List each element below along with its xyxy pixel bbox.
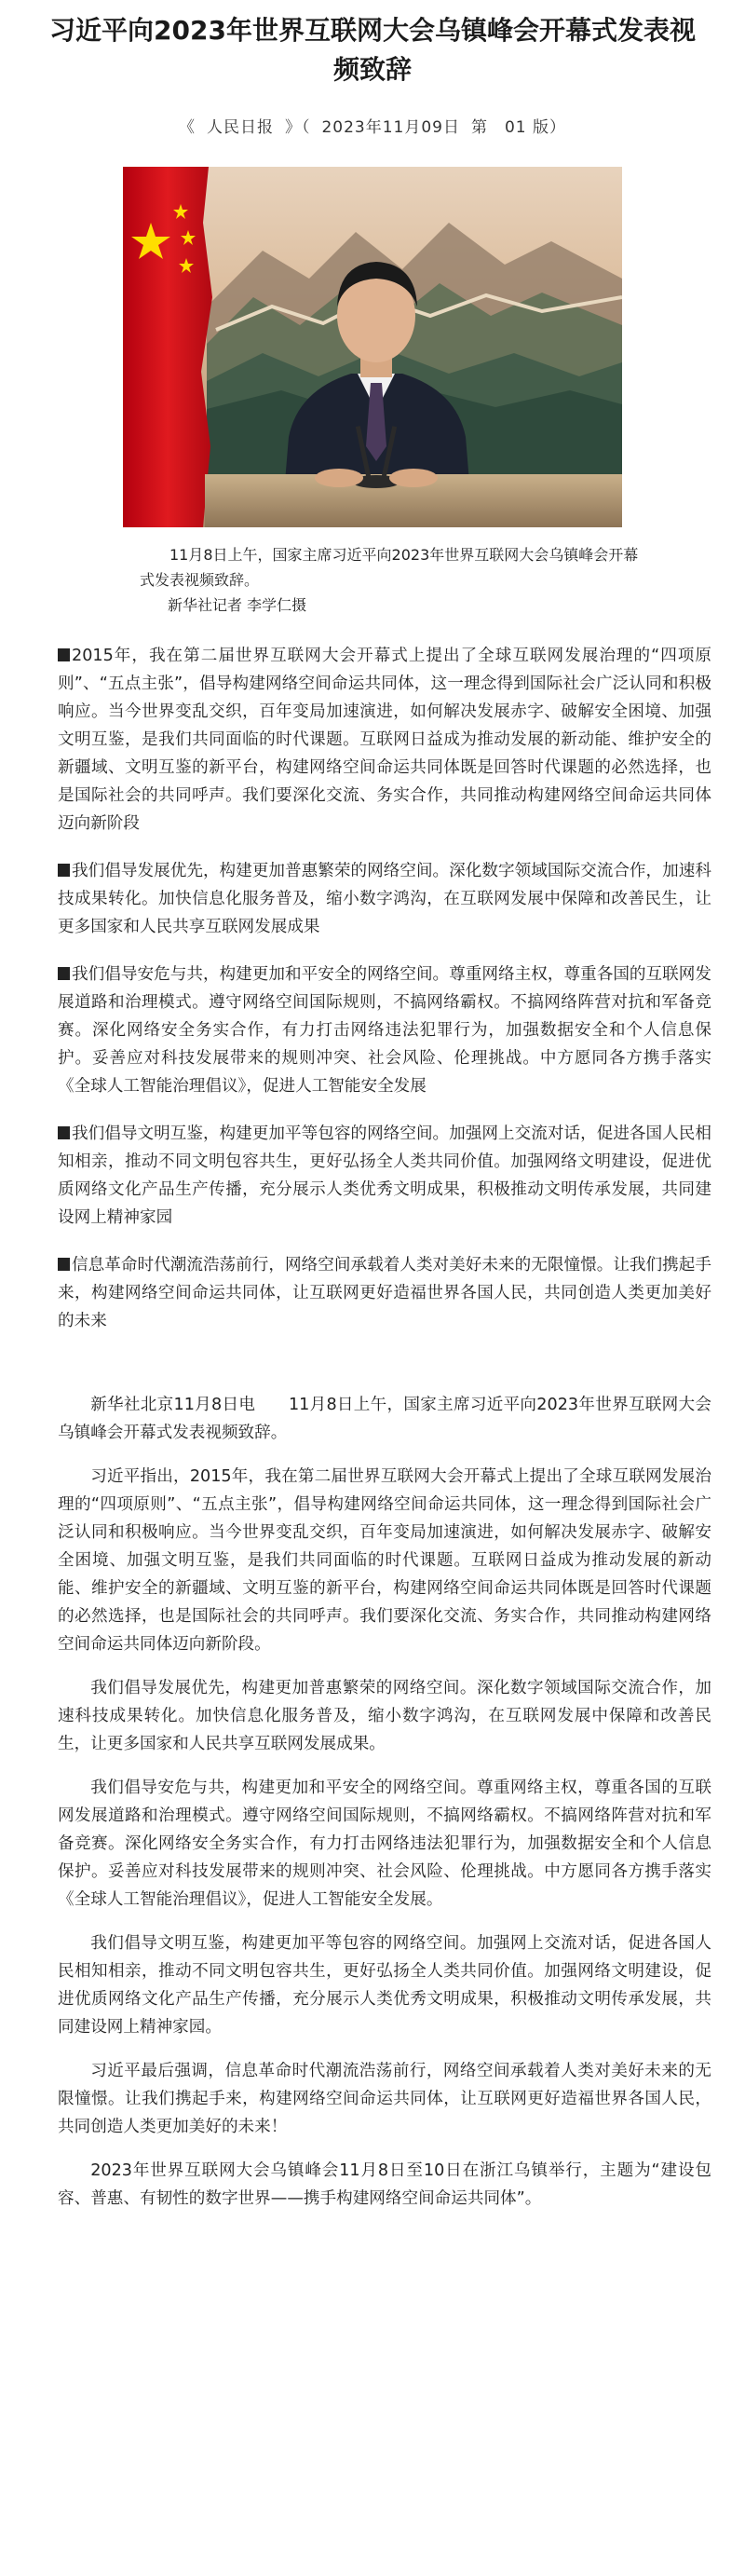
summary-paragraph: 我们倡导安危与共，构建更加和平安全的网络空间。尊重网络主权，尊重各国的互联网发展道路和治理模式。遵守网络空间国际规则，不搞网络霸权。不搞网络阵营对抗和军备竞赛。深化网络安全务实合作，有力打击网络违法犯罪行为，加强数据安全和个人信息保护。妥善应对科技发展带来的规则冲突、社会风险、伦理挑战。中方愿同各方携手落实《全球人工智能治理倡议》，促进人工智能安全发展 bbox=[58, 965, 711, 1096]
photo-credit: 新华社记者 李学仁摄 bbox=[168, 596, 307, 614]
article-title: 习近平向2023年世界互联网大会乌镇峰会开幕式发表视频致辞 bbox=[49, 15, 696, 85]
source-paper-name: 人民日报 bbox=[206, 118, 274, 137]
summary-paragraph: 信息革命时代潮流浩荡前行，网络空间承载着人类对美好未来的无限憧憬。让我们携起手来，构建网络空间命运共同体，让互联网更好造福世界各国人民，共同创造人类更加美好的未来 bbox=[58, 1256, 711, 1330]
body-paragraph: 习近平最后强调，信息革命时代潮流浩荡前行，网络空间承载着人类对美好未来的无限憧憬。让我们携起手来，构建网络空间命运共同体，让互联网更好造福世界各国人民，共同创造人类更加美好的未来！ bbox=[58, 2062, 711, 2136]
article-body bbox=[58, 1391, 711, 2213]
body-paragraph: 我们倡导安危与共，构建更加和平安全的网络空间。尊重网络主权，尊重各国的互联网发展道路和治理模式。遵守网络空间国际规则，不搞网络霸权。不搞网络阵营对抗和军备竞赛。深化网络安全务实合作，有力打击网络违法犯罪行为，加强数据安全和个人信息保护。妥善应对科技发展带来的规则冲突、社会风险、伦理挑战。中方愿同各方携手落实《全球人工智能治理倡议》，促进人工智能安全发展。 bbox=[58, 1779, 711, 1909]
source-page: 第 01 版） bbox=[470, 118, 567, 137]
summary-paragraph: 我们倡导发展优先，构建更加普惠繁荣的网络空间。深化数字领域国际交流合作，加速科技成果转化。加快信息化服务普及，缩小数字鸿沟，在互联网发展中保障和改善民生，让更多国家和人民共享互联网发展成果 bbox=[58, 862, 711, 936]
body-paragraph: 我们倡导文明互鉴，构建更加平等包容的网络空间。加强网上交流对话，促进各国人民相知相亲，推动不同文明包容共生，更好弘扬全人类共同价值。加强网络文明建设，促进优质网络文化产品生产传播，充分展示人类优秀文明成果，积极推动文明传承发展，共同建设网上精神家园。 bbox=[58, 1934, 711, 2037]
body-paragraph: 新华社北京11月8日电 11月8日上午，国家主席习近平向2023年世界互联网大会乌镇峰会开幕式发表视频致辞。 bbox=[58, 1396, 711, 1442]
square-bullet-icon bbox=[58, 1126, 70, 1139]
source-close-bracket: 》（ bbox=[284, 118, 311, 137]
body-paragraph: 习近平指出，2015年，我在第二届世界互联网大会开幕式上提出了全球互联网发展治理的“四项原则”、“五点主张”，倡导构建网络空间命运共同体，这一理念得到国际社会广泛认同和积极响应。当今世界变乱交织，百年变局加速演进，如何解决发展赤字、破解安全困境、加强文明互鉴，是我们共同面临的时代课题。互联网日益成为推动发展的新动能、维护安全的新疆域、文明互鉴的新平台，构建网络空间命运共同体既是回答时代课题的必然选择，也是国际社会的共同呼声。我们要深化交流、务实合作，共同推动构建网络空间命运共同体迈向新阶段。 bbox=[58, 1467, 711, 1654]
square-bullet-icon bbox=[58, 864, 70, 877]
body-paragraph: 我们倡导发展优先，构建更加普惠繁荣的网络空间。深化数字领域国际交流合作，加速科技成果转化。加快信息化服务普及，缩小数字鸿沟，在互联网发展中保障和改善民生，让更多国家和人民共享互联网发展成果。 bbox=[58, 1679, 711, 1753]
source-date: 2023年11月09日 bbox=[321, 118, 460, 137]
speaker-at-desk-photo bbox=[123, 167, 622, 527]
square-bullet-icon bbox=[58, 648, 70, 661]
square-bullet-icon bbox=[58, 967, 70, 980]
article-summary bbox=[58, 642, 711, 1335]
summary-paragraph: 我们倡导文明互鉴，构建更加平等包容的网络空间。加强网上交流对话，促进各国人民相知相亲，推动不同文明包容共生，更好弘扬全人类共同价值。加强网络文明建设，促进优质网络文化产品生产传播，充分展示人类优秀文明成果，积极推动文明传承发展，共同建设网上精神家园 bbox=[58, 1124, 711, 1227]
body-paragraph: 2023年世界互联网大会乌镇峰会11月8日至10日在浙江乌镇举行，主题为“建设包容、普惠、有韧性的数字世界——携手构建网络空间命运共同体”。 bbox=[58, 2161, 711, 2208]
square-bullet-icon bbox=[58, 1258, 70, 1271]
source-open-bracket: 《 bbox=[178, 118, 196, 137]
photo-caption bbox=[140, 542, 643, 618]
summary-paragraph: 2015年，我在第二届世界互联网大会开幕式上提出了全球互联网发展治理的“四项原则”、“五点主张”，倡导构建网络空间命运共同体，这一理念得到国际社会广泛认同和积极响应。当今世界变乱交织，百年变局加速演进，如何解决发展赤字、破解安全困境、加强文明互鉴，是我们共同面临的时代课题。互联网日益成为推动发展的新动能、维护安全的新疆域、文明互鉴的新平台，构建网络空间命运共同体既是回答时代课题的必然选择，也是国际社会的共同呼声。我们要深化交流、务实合作，共同推动构建网络空间命运共同体迈向新阶段 bbox=[58, 647, 711, 833]
article-source-line bbox=[0, 114, 745, 137]
photo-caption-text: 11月8日上午，国家主席习近平向2023年世界互联网大会乌镇峰会开幕式发表视频致辞。 bbox=[140, 546, 639, 589]
